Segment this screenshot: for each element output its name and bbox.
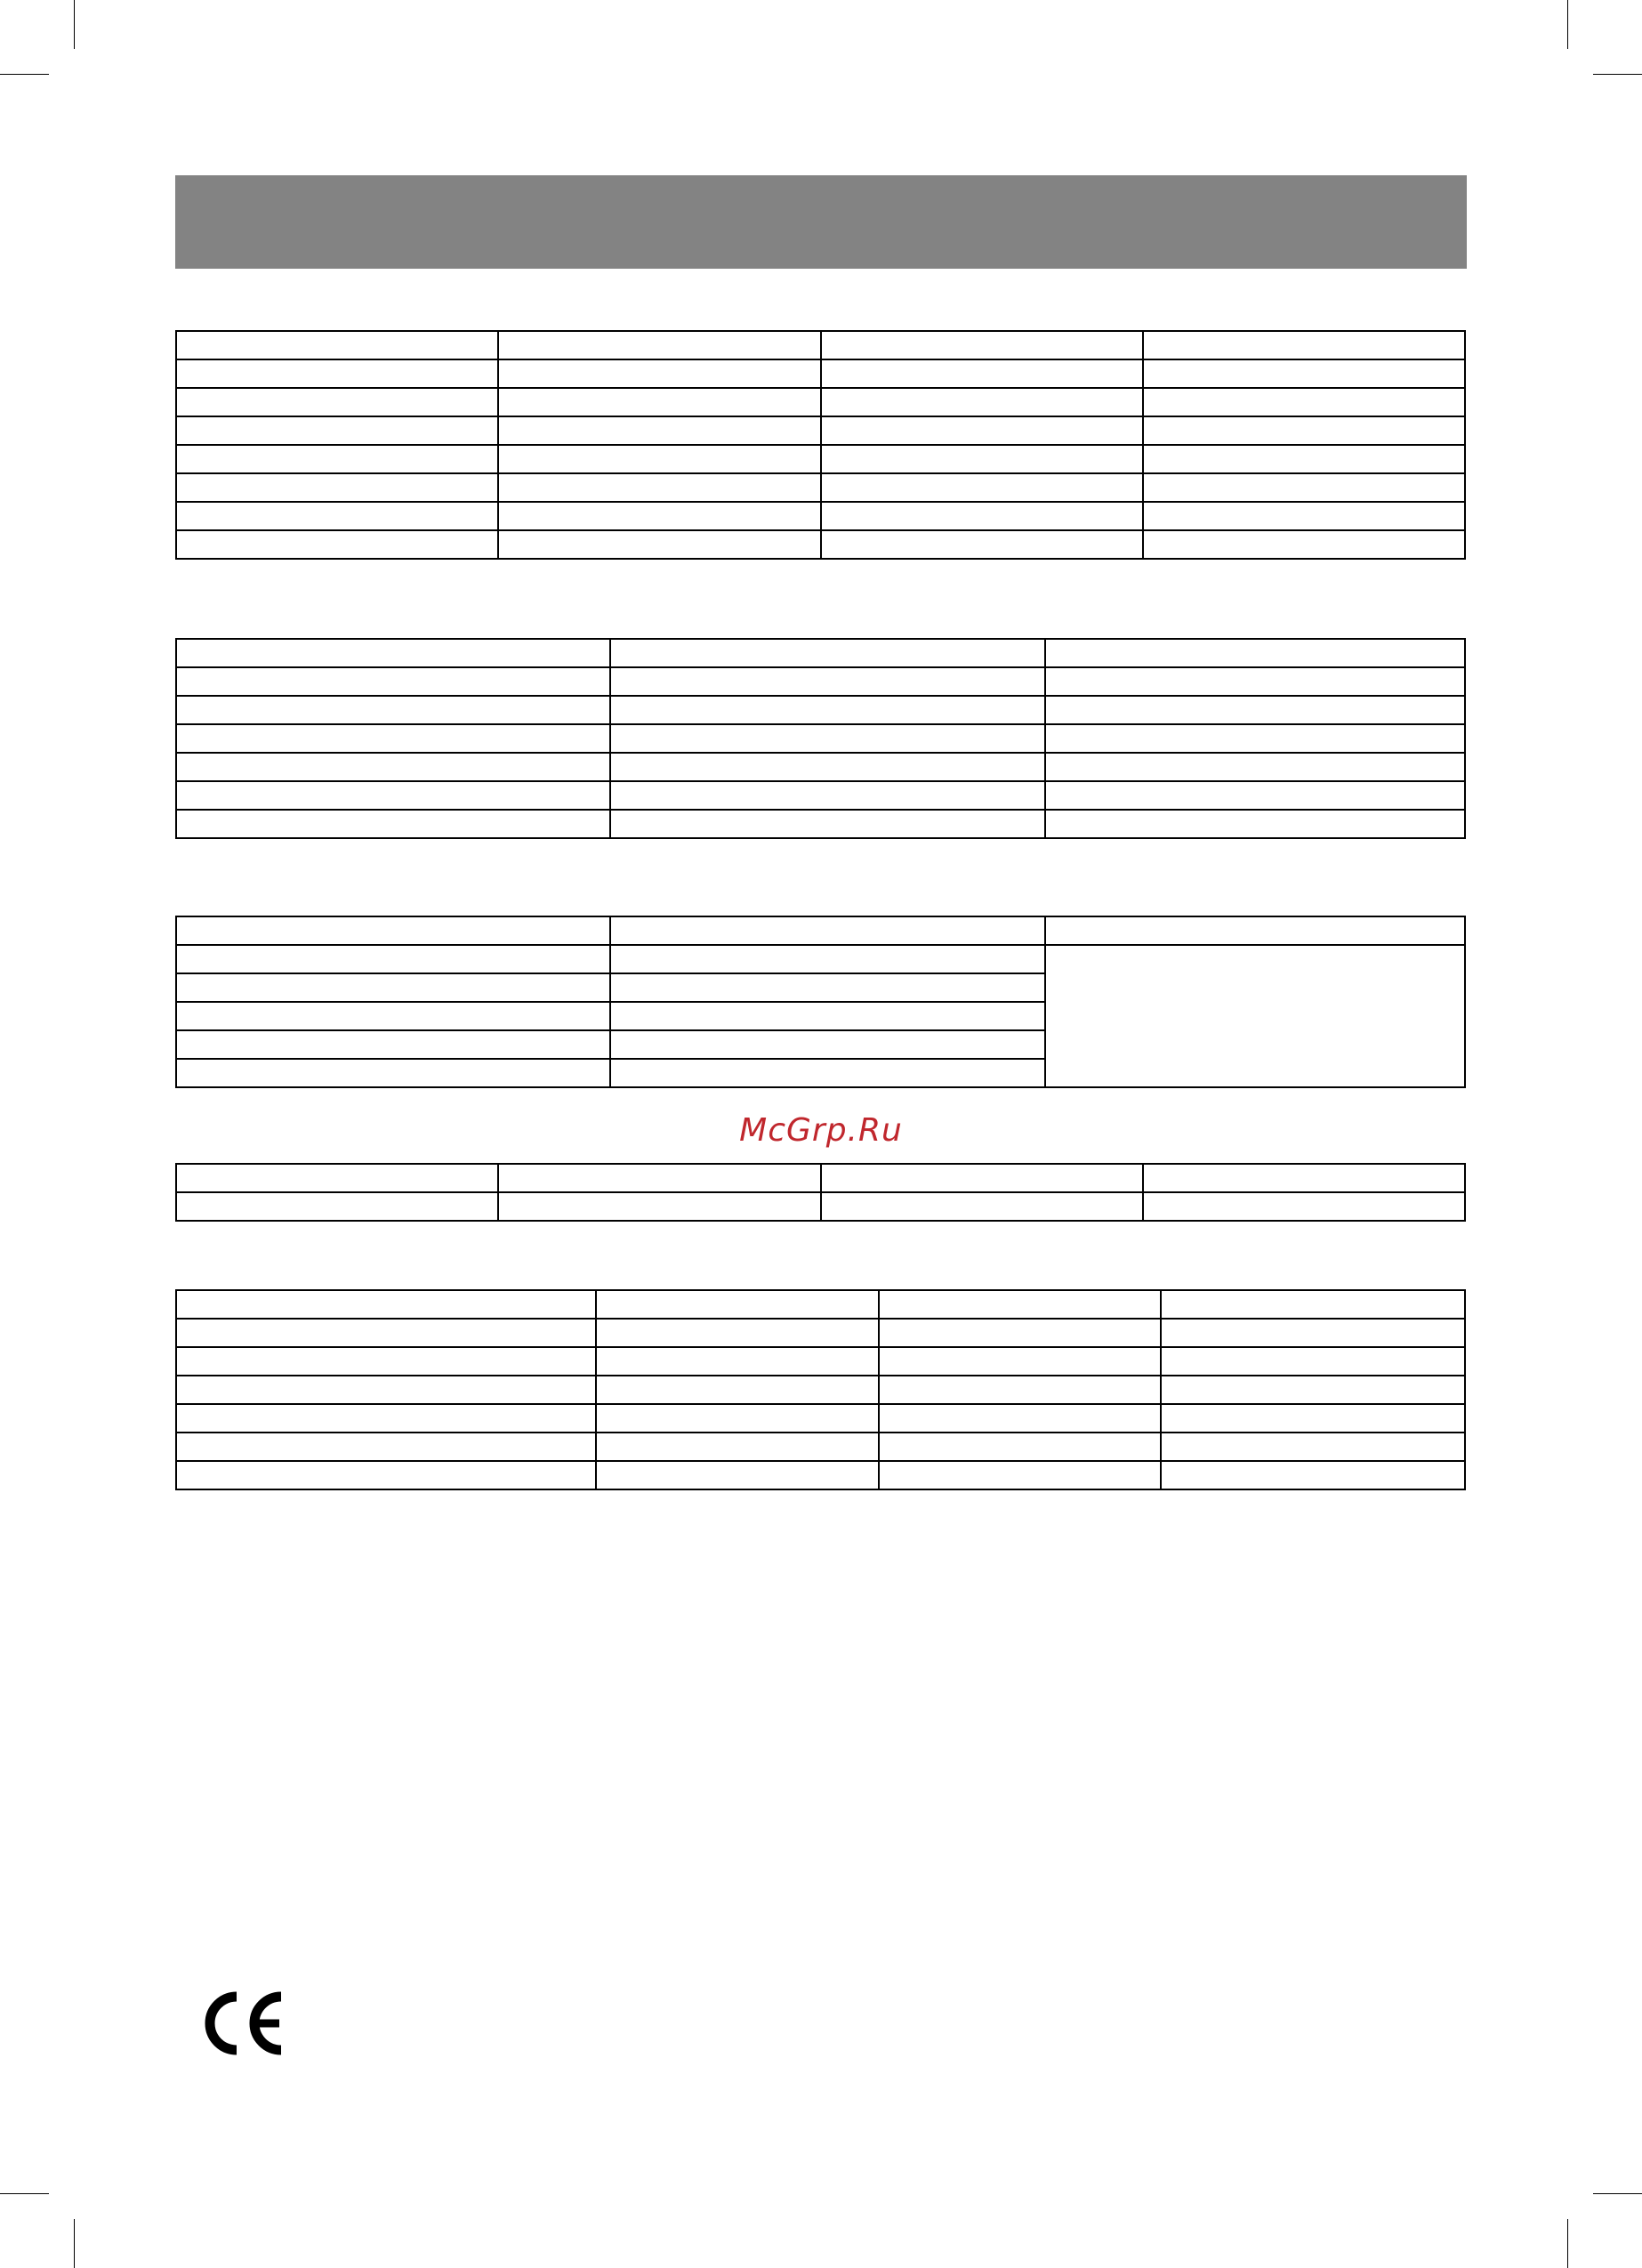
table-cell [498, 359, 820, 388]
table-cell [498, 416, 820, 445]
table-cell [176, 1376, 596, 1404]
table-cell [821, 359, 1143, 388]
table-cell [498, 530, 820, 559]
table-cell [1045, 916, 1465, 945]
table-cell [821, 1192, 1143, 1221]
table-cell [821, 416, 1143, 445]
table-row [176, 502, 1465, 530]
table-cell [821, 502, 1143, 530]
table-cell [176, 639, 610, 667]
crop-mark [74, 2219, 75, 2268]
table-cell [610, 1059, 1044, 1087]
table-cell [176, 810, 610, 838]
table-cell [1161, 1347, 1465, 1376]
table-cell [176, 1164, 498, 1192]
table-cell [879, 1433, 1161, 1461]
table-cell [498, 445, 820, 473]
table-row [176, 1404, 1465, 1433]
table-cell [176, 753, 610, 781]
table-cell [1161, 1376, 1465, 1404]
table-cell [821, 473, 1143, 502]
crop-mark [1593, 2193, 1642, 2194]
table-cell [176, 1319, 596, 1347]
table-cell [176, 359, 498, 388]
table-cell [176, 1030, 610, 1059]
table-cell [879, 1319, 1161, 1347]
table-cell [176, 1404, 596, 1433]
table-cell [176, 1192, 498, 1221]
table-row [176, 1290, 1465, 1319]
table-cell [596, 1404, 878, 1433]
table-cell [596, 1290, 878, 1319]
table-row [176, 1164, 1465, 1192]
table-row [176, 331, 1465, 359]
table-cell [1045, 667, 1465, 696]
table-cell [610, 667, 1044, 696]
table-cell [1045, 724, 1465, 753]
table-cell [1143, 388, 1465, 416]
table-row [176, 445, 1465, 473]
table-cell [176, 1059, 610, 1087]
spec-table-2 [175, 638, 1466, 839]
table-cell [610, 916, 1044, 945]
table-row [176, 781, 1465, 810]
table-cell [1045, 810, 1465, 838]
ce-marking-icon [201, 1991, 288, 2059]
table-row [176, 1376, 1465, 1404]
table-cell [1045, 781, 1465, 810]
table-cell [1143, 445, 1465, 473]
table-row [176, 388, 1465, 416]
table-row [176, 1461, 1465, 1489]
table-cell [610, 696, 1044, 724]
table-cell [498, 1192, 820, 1221]
table-row [176, 1347, 1465, 1376]
spec-table-1 [175, 330, 1466, 560]
table-cell [176, 530, 498, 559]
table-cell [879, 1290, 1161, 1319]
table-cell [610, 724, 1044, 753]
table-cell [176, 331, 498, 359]
crop-mark [0, 74, 49, 75]
table-cell [1143, 530, 1465, 559]
table-cell [1045, 639, 1465, 667]
table-cell [1143, 359, 1465, 388]
spec-table-3 [175, 916, 1466, 1088]
table-cell [1161, 1290, 1465, 1319]
table-cell [821, 445, 1143, 473]
table-cell [498, 331, 820, 359]
table-row [176, 416, 1465, 445]
table-cell [176, 1290, 596, 1319]
watermark-text: McGrp.Ru [739, 1112, 903, 1149]
table-cell [176, 388, 498, 416]
crop-mark [1593, 74, 1642, 75]
table-cell [1161, 1461, 1465, 1489]
table-cell [498, 1164, 820, 1192]
table-cell [176, 916, 610, 945]
table-cell [821, 388, 1143, 416]
table-row [176, 639, 1465, 667]
table-cell [1161, 1433, 1465, 1461]
table-cell [176, 445, 498, 473]
crop-mark [0, 2193, 49, 2194]
table-cell [821, 530, 1143, 559]
table-row [176, 696, 1465, 724]
table-cell-merged [1045, 945, 1465, 1087]
table-cell [176, 781, 610, 810]
table-cell [498, 473, 820, 502]
table-row [176, 1319, 1465, 1347]
table-cell [821, 1164, 1143, 1192]
table-cell [176, 973, 610, 1002]
table-cell [176, 945, 610, 973]
table-cell [1143, 331, 1465, 359]
table-cell [498, 388, 820, 416]
table-cell [596, 1376, 878, 1404]
table-cell [610, 1030, 1044, 1059]
table-row [176, 916, 1465, 945]
table-cell [1143, 1164, 1465, 1192]
table-cell [1161, 1404, 1465, 1433]
table-cell [1143, 502, 1465, 530]
table-cell [596, 1461, 878, 1489]
table-cell [610, 639, 1044, 667]
table-cell [176, 416, 498, 445]
table-cell [879, 1376, 1161, 1404]
table-cell [610, 1002, 1044, 1030]
table-cell [879, 1347, 1161, 1376]
table-cell [1143, 416, 1465, 445]
table-row [176, 667, 1465, 696]
table-cell [879, 1461, 1161, 1489]
table-cell [176, 1433, 596, 1461]
table-row [176, 724, 1465, 753]
table-cell [176, 696, 610, 724]
crop-mark [74, 0, 75, 49]
table-row [176, 1433, 1465, 1461]
table-row [176, 359, 1465, 388]
table-row [176, 753, 1465, 781]
table-cell [1045, 753, 1465, 781]
table-cell [610, 781, 1044, 810]
table-cell [176, 667, 610, 696]
table-cell [610, 753, 1044, 781]
table-cell [1143, 1192, 1465, 1221]
table-cell [176, 1461, 596, 1489]
table-row [176, 530, 1465, 559]
table-cell [596, 1347, 878, 1376]
table-cell [1045, 696, 1465, 724]
table-cell [498, 502, 820, 530]
table-cell [610, 810, 1044, 838]
table-cell [176, 473, 498, 502]
crop-mark [1567, 2219, 1568, 2268]
table-cell [176, 1347, 596, 1376]
table-cell [596, 1319, 878, 1347]
table-cell [1161, 1319, 1465, 1347]
section-header-bar [175, 175, 1467, 269]
table-cell [1143, 473, 1465, 502]
table-cell [879, 1404, 1161, 1433]
table-cell [176, 724, 610, 753]
table-cell [821, 331, 1143, 359]
table-row [176, 810, 1465, 838]
table-row [176, 1192, 1465, 1221]
spec-table-5 [175, 1289, 1466, 1490]
spec-table-4 [175, 1163, 1466, 1222]
table-row [176, 945, 1465, 973]
table-row [176, 473, 1465, 502]
table-cell [176, 502, 498, 530]
crop-mark [1567, 0, 1568, 49]
table-cell [176, 1002, 610, 1030]
table-cell [610, 973, 1044, 1002]
table-cell [596, 1433, 878, 1461]
table-cell [610, 945, 1044, 973]
